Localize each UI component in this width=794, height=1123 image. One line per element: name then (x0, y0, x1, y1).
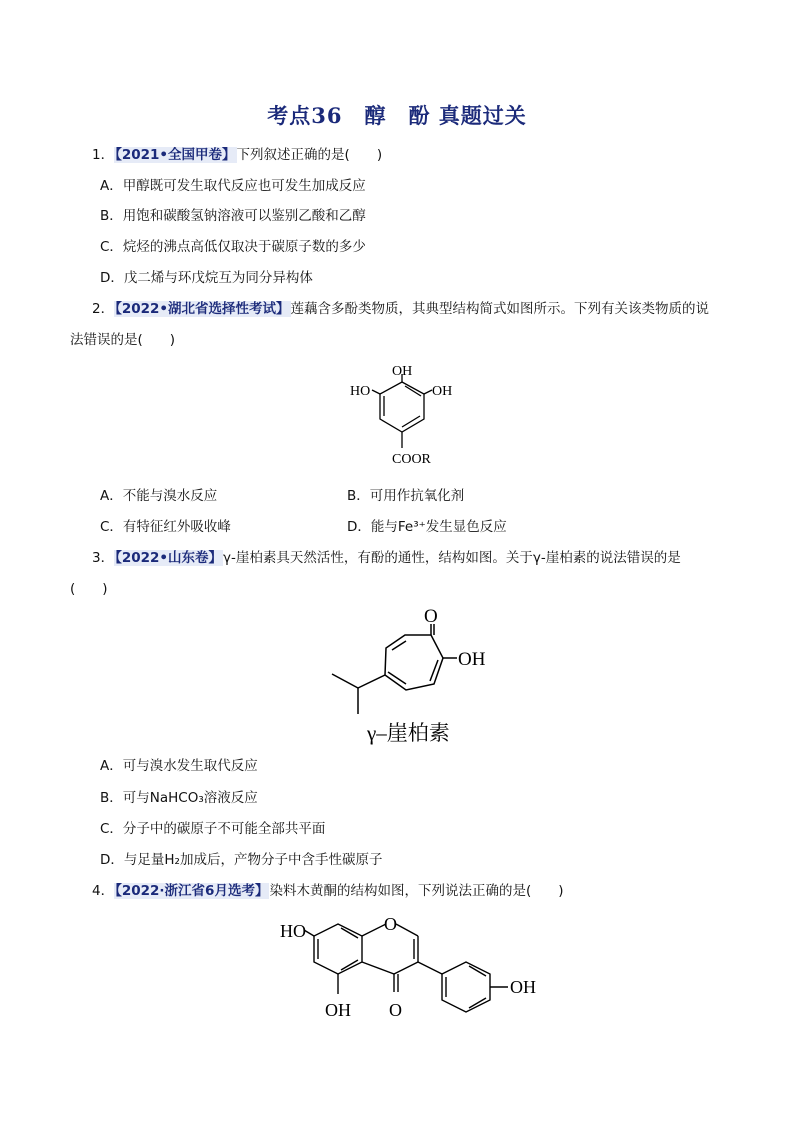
question-text: 莲藕含多酚类物质，其典型结构简式如图所示。下列有关该类物质的说 (290, 301, 710, 317)
exam-source-tag: 【2022•山东卷】 (115, 550, 223, 566)
genistein-structure-figure (278, 912, 548, 1024)
hydroxyl-label-bottom: OH (325, 1000, 351, 1020)
carbonyl-oxygen-label: O (424, 606, 438, 627)
question-3-stem (92, 549, 681, 567)
question-2-stem (92, 300, 709, 318)
question-number: 3． (92, 550, 115, 566)
question-4-stem (92, 882, 564, 900)
option-d: D．能与Fe³⁺发生显色反应 (347, 519, 507, 535)
option-a: A．甲醇既可发生取代反应也可发生加成反应 (100, 178, 366, 194)
option-a: A．不能与溴水反应 (100, 488, 218, 504)
option-d: D．与足量H₂加成后，产物分子中含手性碳原子 (100, 852, 383, 868)
option-b: B．用饱和碳酸氢钠溶液可以鉴别乙酸和乙醇 (100, 208, 366, 224)
hydroxyl-label-left: HO (350, 384, 371, 399)
hydroxyl-label-top: OH (392, 364, 413, 379)
option-c: C．分子中的碳原子不可能全部共平面 (100, 821, 326, 837)
hinokitiol-structure-figure (320, 602, 510, 750)
ketone-oxygen-label: O (389, 1000, 402, 1020)
ester-group-label: COOR (392, 452, 431, 467)
page-title: 考点36 醇 酚 真题过关 (267, 103, 527, 128)
question-1-stem (92, 146, 382, 164)
polyphenol-structure-figure (340, 362, 470, 470)
question-text: 下列叙述正确的是( ) (236, 147, 383, 163)
option-b: B．可用作抗氧化剂 (347, 488, 465, 504)
exam-source-tag: 【2022•湖北省选择性考试】 (115, 301, 290, 317)
hydroxyl-label-right: OH (432, 384, 453, 399)
option-c: C．烷烃的沸点高低仅取决于碳原子数的多少 (100, 239, 366, 255)
option-a: A．可与溴水发生取代反应 (100, 758, 258, 774)
question-2-stem-cont: 法错误的是( ) (70, 332, 176, 348)
hydroxyl-label-right: OH (510, 977, 536, 997)
question-number: 2． (92, 301, 115, 317)
question-text: 染料木黄酮的结构如图，下列说法正确的是( ) (269, 883, 564, 899)
option-b: B．可与NaHCO₃溶液反应 (100, 790, 258, 806)
question-number: 1． (92, 147, 115, 163)
question-text: γ-崖柏素具天然活性，有酚的通性，结构如图。关于γ-崖柏素的说法错误的是 (223, 550, 681, 566)
option-d: D．戊二烯与环戊烷互为同分异构体 (100, 270, 313, 286)
hydroxyl-label: OH (458, 649, 486, 670)
exam-source-tag: 【2021•全国甲卷】 (115, 147, 236, 163)
question-3-stem-cont: ( ) (70, 581, 108, 597)
question-number: 4． (92, 883, 115, 899)
ring-oxygen-label: O (384, 914, 397, 934)
option-c: C．有特征红外吸收峰 (100, 519, 231, 535)
hydroxyl-label-left: HO (280, 921, 306, 941)
compound-name-caption: γ–崖柏素 (367, 721, 450, 745)
exam-source-tag: 【2022·浙江省6月选考】 (115, 883, 269, 899)
